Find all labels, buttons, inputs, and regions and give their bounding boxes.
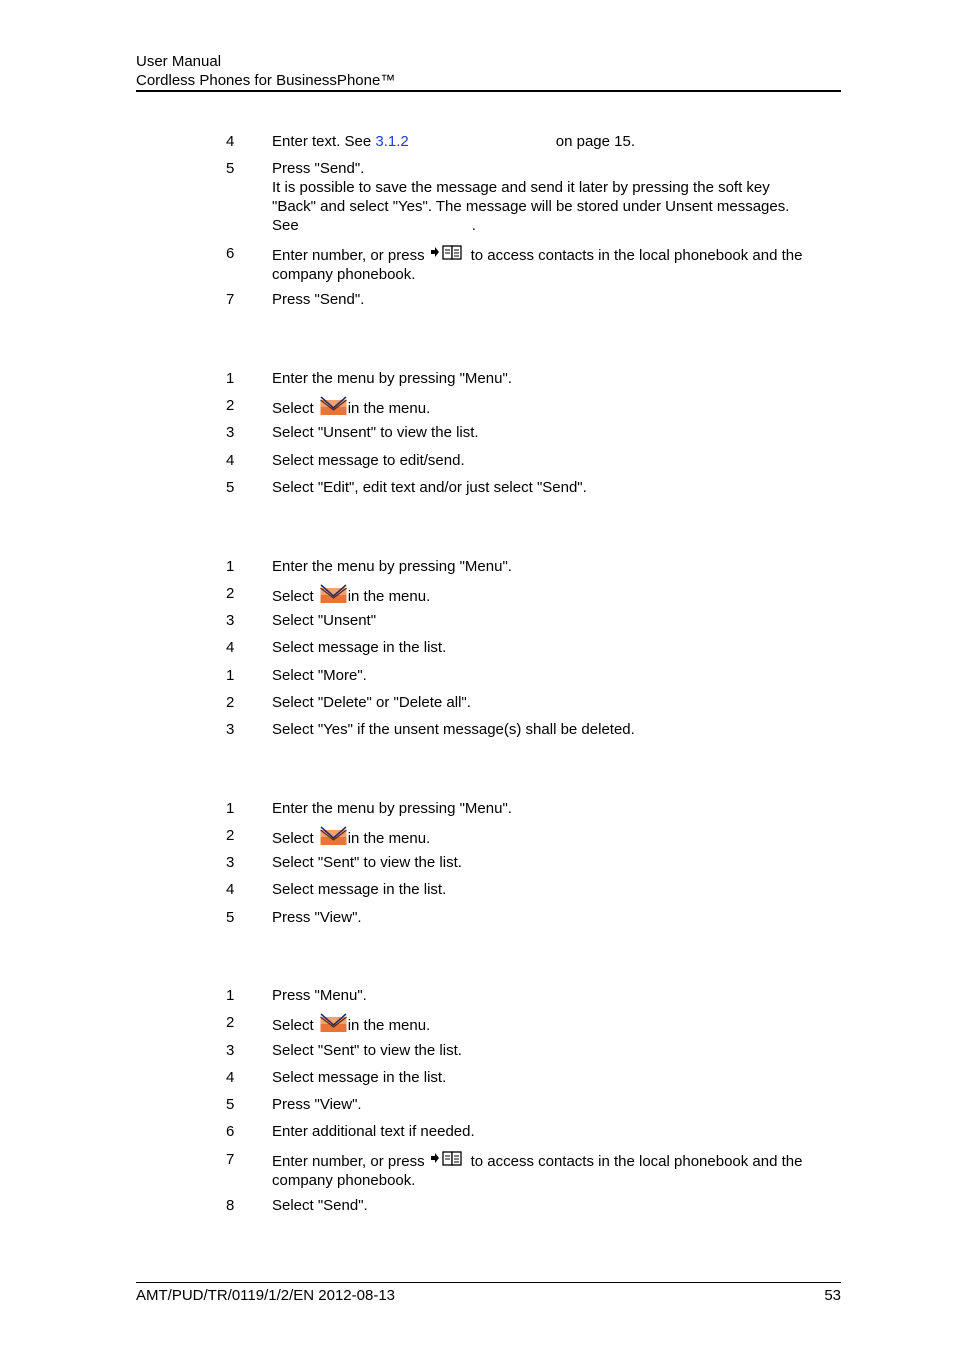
step-number: 5 bbox=[226, 160, 235, 177]
step-number: 2 bbox=[226, 694, 235, 711]
document-id: AMT/PUD/TR/0119/1/2/EN 2012-08-13 bbox=[136, 1287, 396, 1304]
step-text-line: "Back" and select "Yes". The message will be stored under Unsent messages. bbox=[272, 198, 790, 215]
step-text: Select "Unsent" bbox=[272, 612, 377, 629]
envelope-icon bbox=[320, 826, 347, 846]
step-number: 7 bbox=[226, 1151, 235, 1168]
step-number: 8 bbox=[226, 1197, 235, 1214]
step-text: Select "Delete" or "Delete all". bbox=[272, 694, 471, 711]
step-text: Press "Send". bbox=[272, 291, 365, 308]
step-number: 2 bbox=[226, 585, 235, 602]
step-text-post: in the menu. bbox=[347, 400, 431, 417]
step-text: Select "More". bbox=[272, 667, 367, 684]
step-text-pre: Select bbox=[272, 830, 314, 847]
step-text: Select "Edit", edit text and/or just select "Send". bbox=[272, 479, 587, 496]
step-text-post: on page 15. bbox=[555, 133, 636, 150]
footer-divider bbox=[136, 1282, 841, 1283]
step-number: 5 bbox=[226, 1096, 235, 1113]
step-text-pre: Enter number, or press bbox=[272, 1153, 425, 1170]
step-text: Enter additional text if needed. bbox=[272, 1123, 475, 1140]
envelope-icon bbox=[320, 1013, 347, 1033]
step-text-line: See bbox=[272, 217, 299, 234]
step-text-line: It is possible to save the message and send it later by pressing the soft key bbox=[272, 179, 770, 196]
step-text bbox=[272, 132, 844, 151]
step-text: Select "Yes" if the unsent message(s) shall be deleted. bbox=[272, 721, 635, 738]
step-text-pre: Select bbox=[272, 1017, 314, 1034]
step-number: 2 bbox=[226, 827, 235, 844]
step-number: 7 bbox=[226, 291, 235, 308]
step-text bbox=[272, 159, 844, 235]
envelope-icon bbox=[320, 396, 347, 416]
step-text: Select message in the list. bbox=[272, 639, 447, 656]
step-number: 5 bbox=[226, 479, 235, 496]
step-text-line: Press "Send". bbox=[272, 160, 365, 177]
step-text-post: to access contacts in the local phonebook and the bbox=[470, 247, 803, 264]
step-number: 4 bbox=[226, 639, 235, 656]
step-number: 6 bbox=[226, 1123, 235, 1140]
step-text: Press "Menu". bbox=[272, 987, 367, 1004]
step-number: 1 bbox=[226, 800, 235, 817]
envelope-icon bbox=[320, 584, 347, 604]
step-text-post: in the menu. bbox=[347, 1017, 431, 1034]
step-text bbox=[272, 584, 844, 606]
page-number: 53 bbox=[824, 1287, 841, 1304]
step-number: 4 bbox=[226, 133, 235, 150]
step-text: Press "View". bbox=[272, 909, 362, 926]
step-text: Select message to edit/send. bbox=[272, 452, 465, 469]
step-number: 1 bbox=[226, 558, 235, 575]
step-number: 4 bbox=[226, 452, 235, 469]
step-text-pre: Enter number, or press bbox=[272, 247, 425, 264]
step-number: 5 bbox=[226, 909, 235, 926]
step-text: Enter the menu by pressing "Menu". bbox=[272, 558, 512, 575]
step-text bbox=[272, 396, 844, 418]
step-text bbox=[272, 1013, 844, 1035]
step-text: Select message in the list. bbox=[272, 1069, 447, 1086]
step-text: Select "Send". bbox=[272, 1197, 368, 1214]
step-text-post: in the menu. bbox=[347, 830, 431, 847]
cross-reference-link[interactable]: 3.1.2 bbox=[375, 133, 409, 150]
step-text: Enter the menu by pressing "Menu". bbox=[272, 800, 512, 817]
step-text-line: company phonebook. bbox=[272, 266, 416, 283]
step-number: 3 bbox=[226, 721, 235, 738]
step-number: 3 bbox=[226, 854, 235, 871]
step-text: Select "Sent" to view the list. bbox=[272, 854, 462, 871]
step-text-pre: Select bbox=[272, 400, 314, 417]
step-number: 4 bbox=[226, 1069, 235, 1086]
step-text-post: to access contacts in the local phonebook and the bbox=[470, 1153, 803, 1170]
step-text-pre: Enter text. See bbox=[272, 133, 376, 150]
step-text-post: in the menu. bbox=[347, 588, 431, 605]
step-text: Press "View". bbox=[272, 1096, 362, 1113]
step-text-pre: Select bbox=[272, 588, 314, 605]
step-number: 3 bbox=[226, 612, 235, 629]
step-number: 1 bbox=[226, 987, 235, 1004]
step-number: 3 bbox=[226, 1042, 235, 1059]
step-text: Select "Unsent" to view the list. bbox=[272, 424, 479, 441]
phonebook-icon bbox=[430, 244, 466, 262]
step-text bbox=[272, 826, 844, 848]
step-number: 3 bbox=[226, 424, 235, 441]
phonebook-icon bbox=[430, 1150, 466, 1168]
step-text: Enter the menu by pressing "Menu". bbox=[272, 370, 512, 387]
step-text-line: . bbox=[471, 217, 476, 234]
step-text: Select message in the list. bbox=[272, 881, 447, 898]
step-number: 1 bbox=[226, 667, 235, 684]
header-divider bbox=[136, 90, 841, 92]
step-number: 2 bbox=[226, 1014, 235, 1031]
step-number: 6 bbox=[226, 245, 235, 262]
step-text-line: company phonebook. bbox=[272, 1172, 416, 1189]
step-text: Select "Sent" to view the list. bbox=[272, 1042, 462, 1059]
step-text bbox=[272, 1150, 844, 1190]
step-text bbox=[272, 244, 844, 284]
step-number: 2 bbox=[226, 397, 235, 414]
step-number: 4 bbox=[226, 881, 235, 898]
header-subtitle: Cordless Phones for BusinessPhone™ bbox=[136, 72, 396, 89]
step-number: 1 bbox=[226, 370, 235, 387]
header-title: User Manual bbox=[136, 53, 222, 70]
